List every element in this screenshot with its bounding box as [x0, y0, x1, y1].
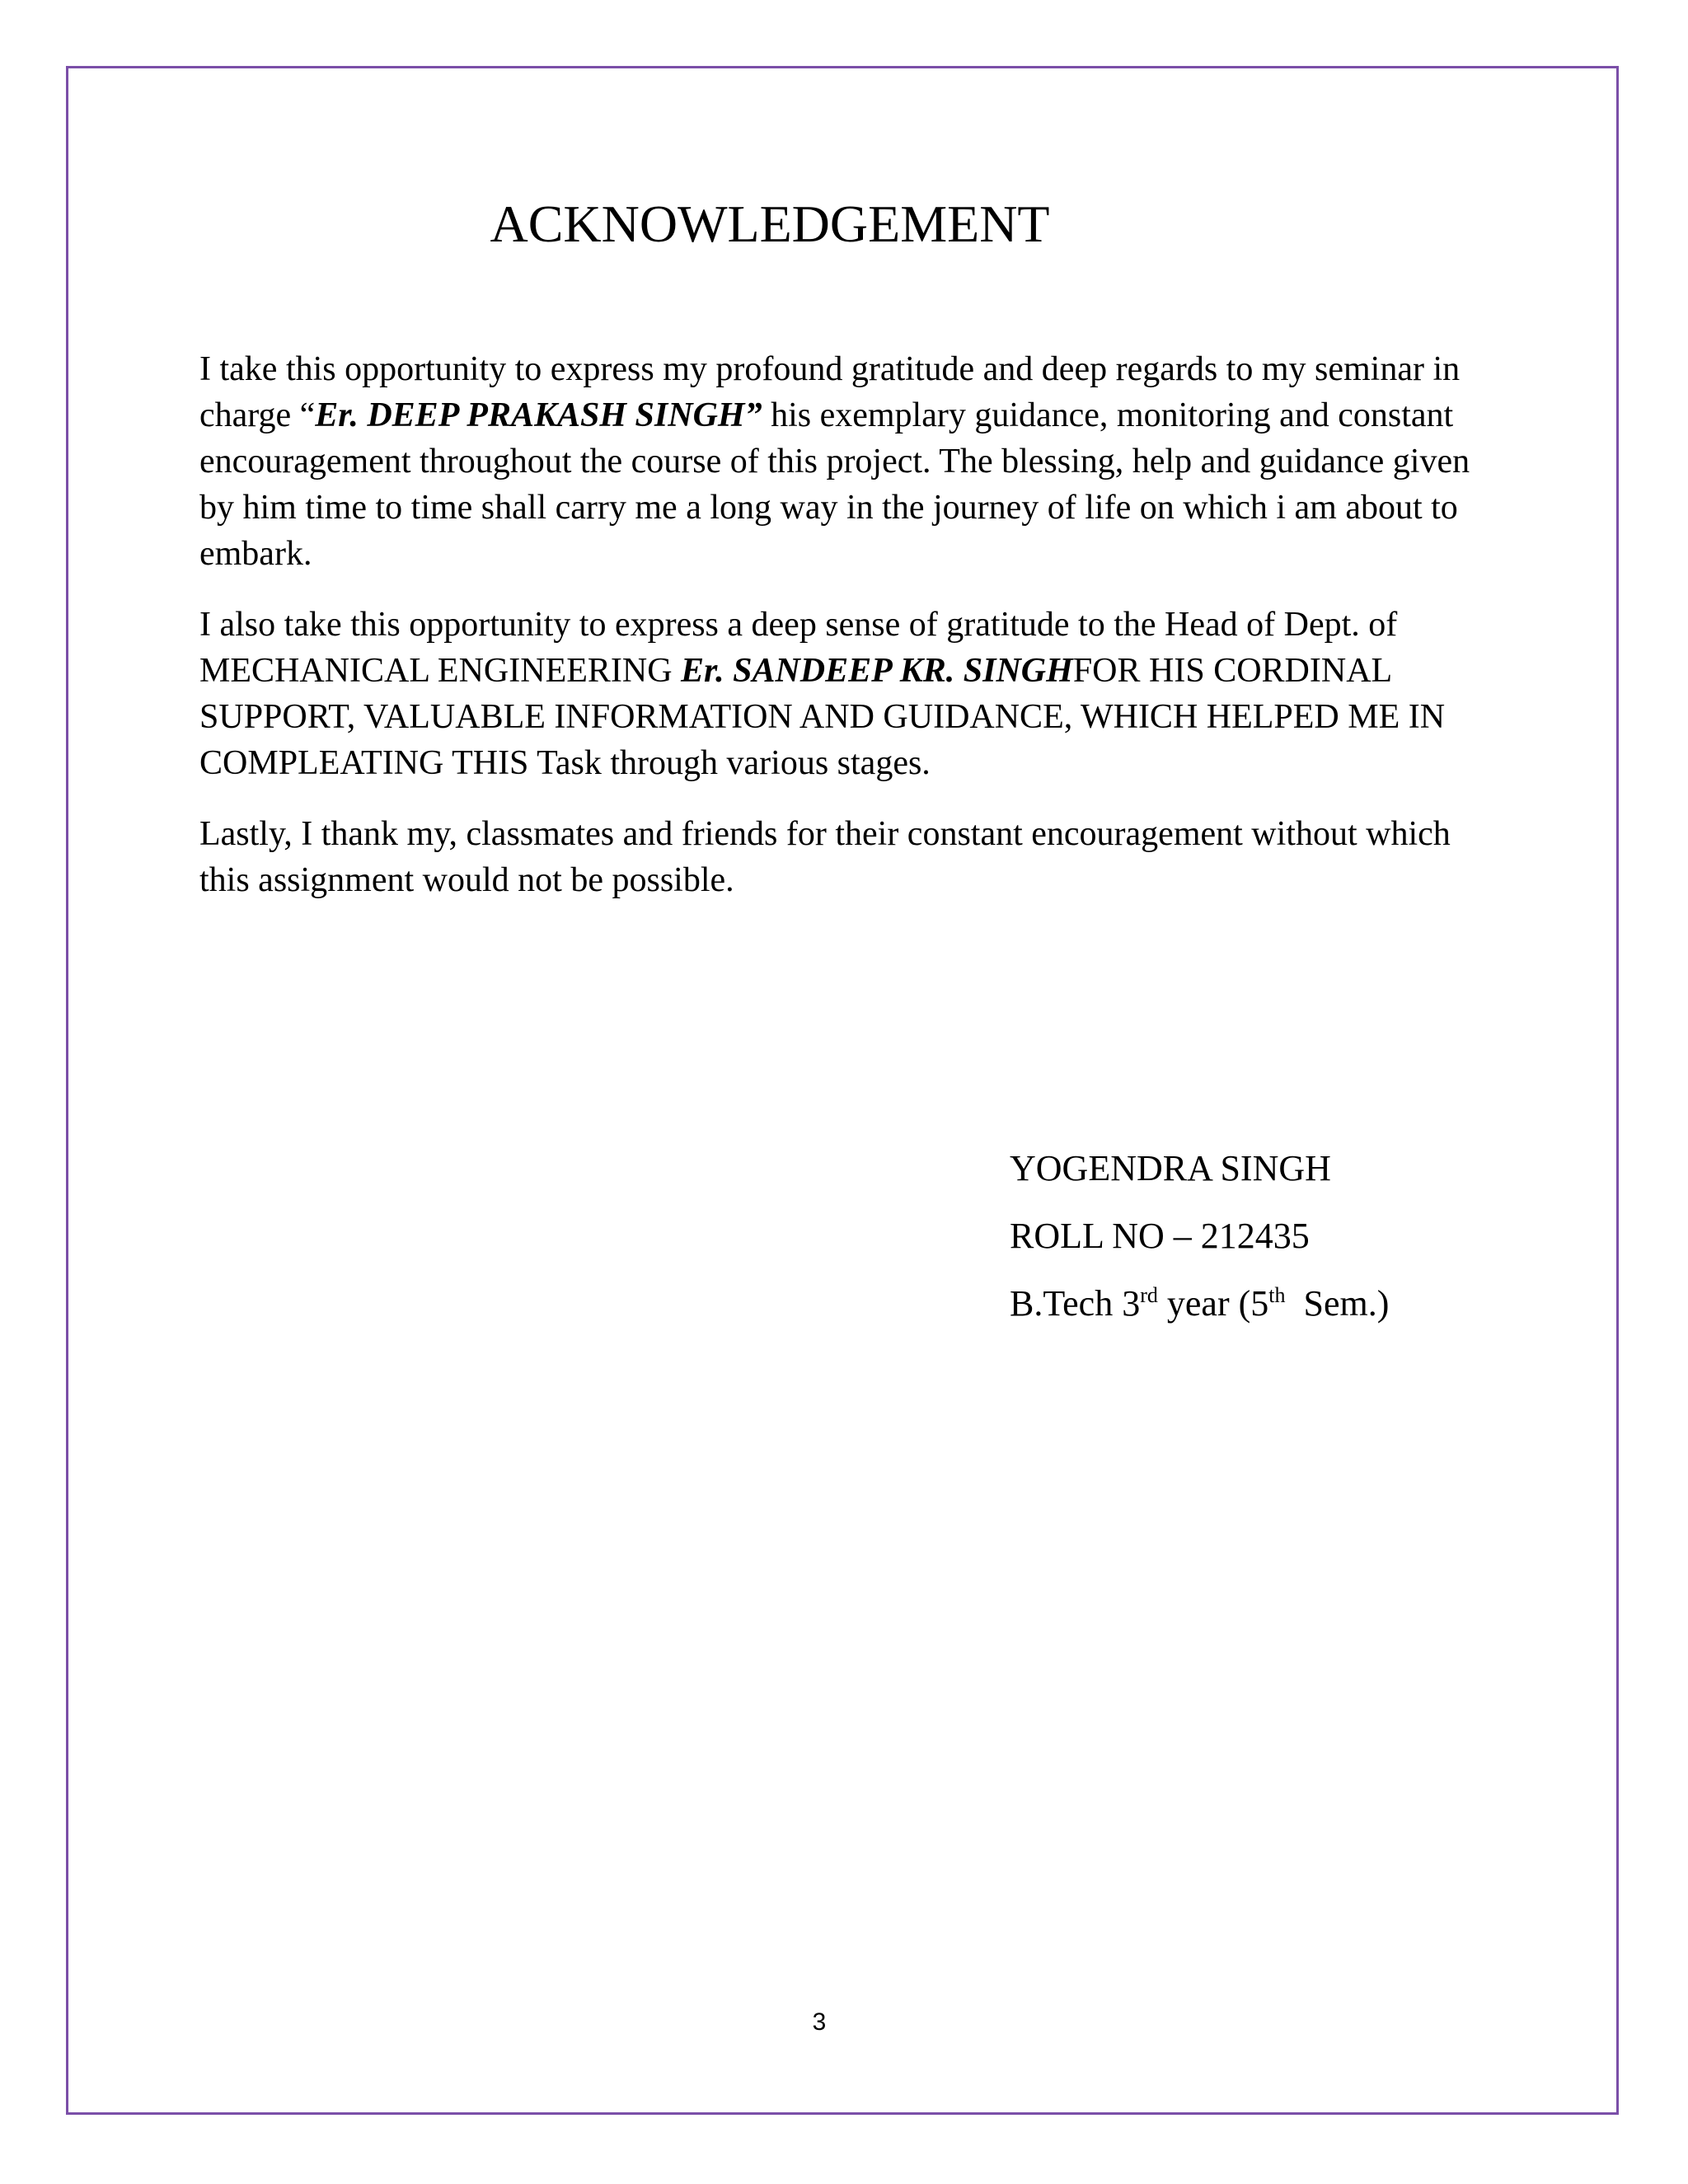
roll-number: ROLL NO – 212435: [1010, 1216, 1310, 1256]
paragraph-gratitude-hod: [199, 602, 1502, 786]
sem-suffix: th: [1268, 1283, 1286, 1307]
student-name: YOGENDRA SINGH: [1010, 1148, 1331, 1188]
paragraph1-before: I take this opportunity to express my profound gratitude and deep regards to my seminar in charge “: [199, 350, 1461, 434]
paragraph2-before: I also take this opportunity to express a deep sense of gratitude to the Head of Dept. of MECHANICAL ENGINEERING: [199, 606, 1398, 690]
page-number: 3: [812, 2008, 827, 2036]
course-prefix: B.Tech 3: [1010, 1283, 1141, 1324]
course-details: [1010, 1281, 1389, 1327]
course-middle: year (5: [1157, 1283, 1269, 1324]
paragraph-thanks-friends: Lastly, I thank my, classmates and friends for their constant encouragement without which this assignment would not be possible.: [199, 815, 1451, 899]
paragraph1-after: his exemplary guidance, monitoring and constant encouragement throughout the course of this project. The blessing, help and guidance given by him time to time shall carry me a long way in the journey of life on which i am about to embark.: [199, 396, 1470, 573]
signature-block: [1010, 1146, 1389, 1348]
course-end: Sem.): [1285, 1283, 1390, 1324]
acknowledgement-body: [199, 346, 1502, 928]
paragraph-gratitude-guide: [199, 346, 1502, 577]
year-suffix: rd: [1140, 1283, 1158, 1307]
page-title: ACKNOWLEDGEMENT: [490, 194, 1050, 253]
hod-name: Er. SANDEEP KR. SINGH: [681, 652, 1073, 690]
guide-name: Er. DEEP PRAKASH SINGH”: [315, 396, 762, 434]
paragraph2-after: FOR HIS CORDINAL SUPPORT, VALUABLE INFORMATION AND GUIDANCE, WHICH HELPED ME IN COMPLEATING THIS Task through various stages.: [199, 652, 1446, 782]
